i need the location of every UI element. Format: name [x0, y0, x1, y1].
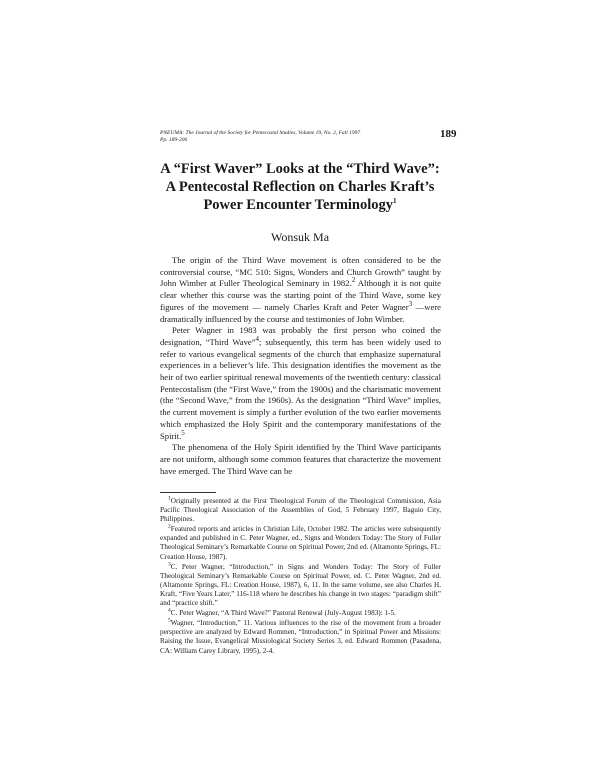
title-footnote-mark: 1 — [393, 197, 397, 206]
paragraph-text: The origin of the Third Wave movement is often considered to be the controversial course, “MC 510: Signs, Wonders and Church Growth” taught by John Wimber at Fuller Theological Seminary in 1982. — [160, 255, 441, 289]
footnote-text: Wagner, “Introduction,” 11. Various influences to the rise of the movement from a broader perspective are analyzed by Edward Rommen, “Introduction,” in Spiritual Power and Missions: Raising the Issue, Evangelical Missiological Society Series 3, ed. Edward Rommen (Pasadena, CA: William Carey Library, 1995), 2-4. — [160, 619, 441, 655]
journal-citation: PNEUMA: The Journal of the Society for Pentecostal Studies, Volume 19, No. 2, Fall 1997 — [160, 130, 361, 136]
body-paragraph-2 — [160, 325, 441, 442]
footnote-1 — [160, 497, 441, 524]
footnote-2 — [160, 525, 441, 561]
footnote-3 — [160, 563, 441, 608]
footnote-mark: 2 — [168, 523, 171, 530]
footnote-reference[interactable]: 5 — [181, 428, 185, 437]
footnote-reference[interactable]: 4 — [255, 335, 260, 344]
paragraph-text: Peter Wagner in 1983 was probably the first person who coined the designation, “Third Wave” — [160, 325, 441, 347]
footnote-text: C. Peter Wagner, “Introduction,” in Signs and Wonders Today: The Story of Fuller Theological Seminary’s Remarkable Course on Spiritual Power, ed. C. Peter Wagner, 2nd ed. (Altamonte Springs, FL: Creation House, 1987), 6, 11. In the same volume, see also Charles H. Kraft, “Five Years Later,” 116-118 where he describes his change in two stages: “paradigm shift” and “practice shift.” — [160, 562, 441, 608]
footnote-4 — [160, 609, 441, 618]
footnote-mark: 1 — [168, 495, 171, 502]
footnote-reference[interactable]: 3 — [408, 299, 413, 308]
title-line-2: A Pentecostal Reflection on Charles Kraft’s — [165, 179, 435, 195]
body-paragraph-3 — [160, 442, 441, 477]
footnotes — [160, 497, 441, 657]
footnote-text: Originally presented at the First Theological Forum of the Theological Commission, Asia Pacific Theological Association of the Assemblies of God, 5 February 1997, Baguio City, Philippines. — [160, 497, 441, 524]
paragraph-text: Although it is not quite clear whether this course was the starting point of the Third Wave, some key figures of the movement — namely Charles Kraft and Peter Wagner — [160, 278, 442, 312]
footnote-5 — [160, 619, 441, 655]
title-line-1: A “First Waver” Looks at the “Third Wave”: — [160, 161, 440, 177]
paragraph-text: —were dramatically influenced by the course and testimonies of John Wimber. — [160, 301, 441, 324]
footnote-text: Featured reports and articles in Christian Life, October 1982. The articles were subsequently expanded and published in C. Peter Wagner, ed., Signs and Wonders Today: The Story of Fuller Theological Seminary’s Remarkable Course on Spiritual Power, 2nd ed. (Altamonte Springs, FL: Creation House, 1987). — [160, 525, 441, 561]
footnote-divider — [160, 492, 216, 493]
footnote-mark: 3 — [168, 561, 171, 568]
footnote-text: C. Peter Wagner, “A Third Wave?” Pastoral Renewal (July-August 1983): 1-5. — [170, 609, 396, 618]
paragraph-text: The phenomena of the Holy Spirit identified by the Third Wave participants are not uniform, although some common features that characterize the movement have emerged. The Third Wave can be — [160, 442, 441, 476]
title-line-3-text: Power Encounter Terminology — [203, 197, 394, 213]
footnote-mark: 4 — [168, 607, 171, 614]
article-body — [160, 255, 441, 477]
paragraph-text: ; subsequently, this term has been widely used to refer to various evangelical segments of the church that emphasize supernatural experiences in a believer’s life. This designation identifies the movement as the heir of two earlier spiritual renewal movements of the twentieth century: classical Pentecostalism (the “First Wave,” from the 1900s) and the charismatic movement (the “Second Wave,” from the 1960s). As the designation “Third Wave” implies, the current movement is simply a further evolution of the two earlier movements which emphasized the Holy Spirit and the contemporary manifestations of the Spirit. — [160, 336, 441, 441]
page-number: 189 — [440, 128, 457, 140]
page-range: Pp. 189-206 — [160, 137, 188, 143]
running-header — [160, 130, 460, 144]
title-line-3 — [140, 196, 460, 214]
author-name: Wonsuk Ma — [270, 230, 330, 244]
body-paragraph-1 — [160, 255, 441, 325]
footnote-reference[interactable]: 2 — [351, 276, 356, 285]
article-title — [140, 160, 460, 214]
footnote-mark: 5 — [168, 617, 171, 624]
